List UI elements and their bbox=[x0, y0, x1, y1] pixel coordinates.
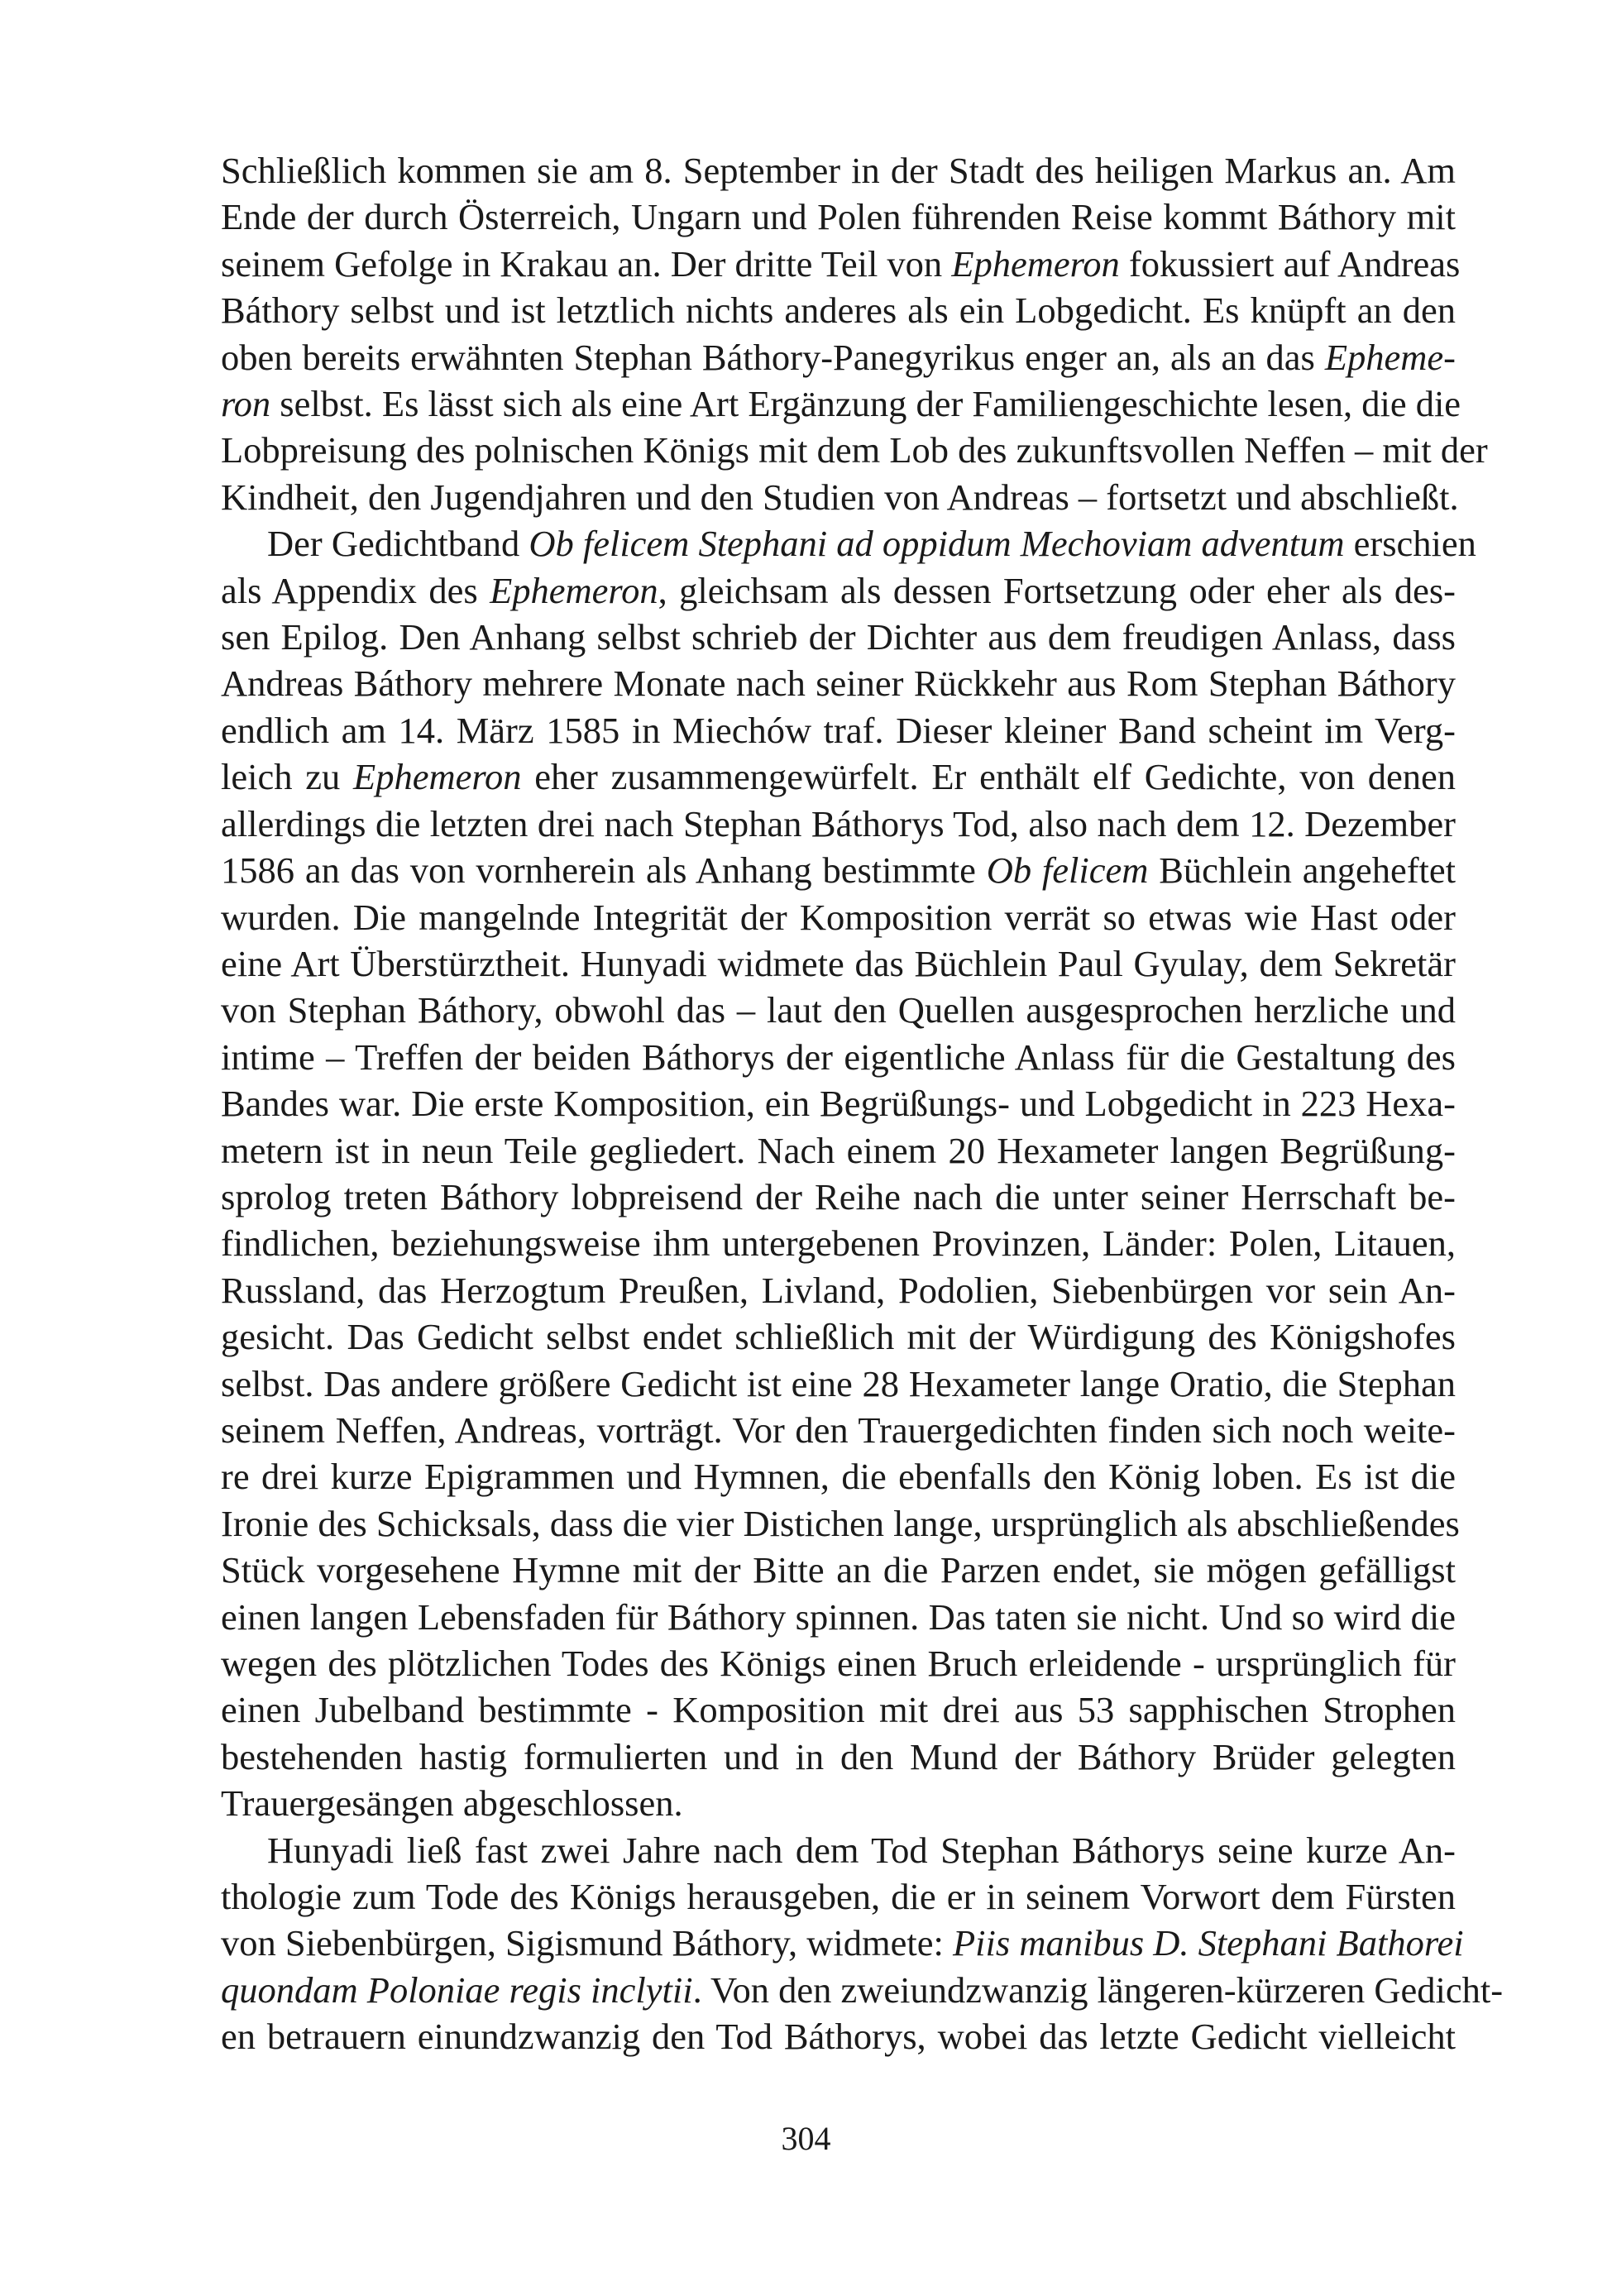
text-line: bestehenden hastig formulierten und in den Mund der Báthory Brüder gelegten bbox=[221, 1735, 1456, 1777]
text-line: quondam Poloniae regis inclytii. Von den zweiundzwanzig längeren-kürzeren Gedicht- bbox=[221, 1968, 1504, 2011]
text-line: re drei kurze Epigrammen und Hymnen, die ebenfalls den König loben. Es ist die bbox=[221, 1456, 1456, 1498]
italic-title: Ob felicem Stephani ad oppidum Mechoviam adventum bbox=[529, 523, 1345, 565]
text-line: einen langen Lebensfaden für Báthory spinnen. Das taten sie nicht. Und so wird die bbox=[221, 1595, 1456, 1638]
text-line: einen Jubelband bestimmte - Komposition mit drei aus 53 sapphischen Strophen bbox=[221, 1689, 1456, 1731]
text-line: metern ist in neun Teile gegliedert. Nach einem 20 Hexameter langen Begrüßung- bbox=[221, 1129, 1456, 1171]
text-line: en betrauern einundzwanzig den Tod Báthorys, wobei das letzte Gedicht vielleicht bbox=[221, 2016, 1456, 2058]
paragraph bbox=[221, 520, 1476, 1826]
text-line: wegen des plötzlichen Todes des Königs einen Bruch erleidende - ursprünglich für bbox=[221, 1643, 1456, 1684]
text-line: Schließlich kommen sie am 8. September in der Stadt des heiligen Markus an. Am bbox=[221, 150, 1456, 191]
italic-title: quondam Poloniae regis inclytii bbox=[221, 1968, 693, 2011]
text-line: als Appendix des Ephemeron, gleichsam als dessen Fortsetzung oder eher als des- bbox=[221, 569, 1456, 611]
text-line: findlichen, beziehungsweise ihm untergebenen Provinzen, Länder: Polen, Litauen, bbox=[221, 1222, 1456, 1265]
text-line: Lobpreisung des polnischen Königs mit dem Lob des zukunftsvollen Neffen – mit der bbox=[221, 429, 1488, 471]
text-line: wurden. Die mangelnde Integrität der Komposition verrät so etwas wie Hast oder bbox=[221, 896, 1456, 938]
text-line: seinem Neffen, Andreas, vorträgt. Vor den Trauergedichten finden sich noch weite- bbox=[221, 1409, 1456, 1451]
page-number: 304 bbox=[781, 2120, 831, 2157]
text-line: Ende der durch Österreich, Ungarn und Polen führenden Reise kommt Báthory mit bbox=[221, 196, 1456, 238]
text-line: Andreas Báthory mehrere Monate nach seiner Rückkehr aus Rom Stephan Báthory bbox=[221, 662, 1456, 705]
text-line: endlich am 14. März 1585 in Miechów traf. Dieser kleiner Band scheint im Verg- bbox=[221, 709, 1456, 751]
text-line: thologie zum Tode des Königs herausgeben, die er in seinem Vorwort dem Fürsten bbox=[221, 1876, 1456, 1918]
italic-title: Epheme- bbox=[1324, 336, 1456, 378]
text-line: Bandes war. Die erste Komposition, ein Begrüßungs- und Lobgedicht in 223 Hexa- bbox=[221, 1083, 1456, 1125]
text-line: allerdings die letzten drei nach Stephan Báthorys Tod, also nach dem 12. Dezember bbox=[221, 802, 1456, 844]
text-line: sen Epilog. Den Anhang selbst schrieb der Dichter aus dem freudigen Anlass, dass bbox=[221, 616, 1456, 658]
text-line: oben bereits erwähnten Stephan Báthory-Panegyrikus enger an, als an das Epheme- bbox=[221, 336, 1456, 378]
body-text bbox=[221, 147, 1504, 2060]
text-line: Russland, das Herzogtum Preußen, Livland, Podolien, Siebenbürgen vor sein An- bbox=[221, 1269, 1456, 1311]
text-line: intime – Treffen der beiden Báthorys der eigentliche Anlass für die Gestaltung des bbox=[221, 1036, 1456, 1078]
text-line: selbst. Das andere größere Gedicht ist eine 28 Hexameter lange Oratio, die Stephan bbox=[221, 1362, 1456, 1404]
italic-title: Ephemeron bbox=[490, 569, 658, 611]
text-line: Trauergesängen abgeschlossen. bbox=[221, 1782, 683, 1825]
italic-title: Piis manibus D. Stephani Bathorei bbox=[952, 1922, 1464, 1964]
text-line: Der Gedichtband Ob felicem Stephani ad oppidum Mechoviam adventum erschien bbox=[267, 523, 1476, 565]
text-line: sprolog treten Báthory lobpreisend der Reihe nach die unter seiner Herrschaft be- bbox=[221, 1175, 1456, 1217]
text-line: seinem Gefolge in Krakau an. Der dritte Teil von Ephemeron fokussiert auf Andreas bbox=[221, 242, 1461, 285]
italic-title: Ob felicem bbox=[986, 849, 1149, 892]
text-line: 1586 an das von vornherein als Anhang bestimmte Ob felicem Büchlein angeheftet bbox=[221, 849, 1457, 892]
text-line: Hunyadi ließ fast zwei Jahre nach dem Tod Stephan Báthorys seine kurze An- bbox=[267, 1829, 1456, 1871]
text-line: Báthory selbst und ist letztlich nichts anderes als ein Lobgedicht. Es knüpft an den bbox=[221, 289, 1456, 332]
text-line: von Siebenbürgen, Sigismund Báthory, widmete: Piis manibus D. Stephani Bathorei bbox=[221, 1922, 1464, 1964]
text-line: leich zu Ephemeron eher zusammengewürfelt. Er enthält elf Gedichte, von denen bbox=[221, 756, 1456, 798]
text-line: gesicht. Das Gedicht selbst endet schließlich mit der Würdigung des Königshofes bbox=[221, 1316, 1456, 1358]
text-line: Ironie des Schicksals, dass die vier Distichen lange, ursprünglich als abschließendes bbox=[221, 1502, 1460, 1544]
italic-title: ron bbox=[221, 383, 271, 425]
italic-title: Ephemeron bbox=[353, 756, 522, 798]
text-line: Stück vorgesehene Hymne mit der Bitte an die Parzen endet, sie mögen gefälligst bbox=[221, 1549, 1456, 1591]
paragraph bbox=[221, 147, 1488, 520]
text-line: Kindheit, den Jugendjahren und den Studien von Andreas – fortsetzt und abschließt. bbox=[221, 476, 1459, 518]
italic-title: Ephemeron bbox=[951, 242, 1120, 285]
text-line: eine Art Überstürztheit. Hunyadi widmete das Büchlein Paul Gyulay, dem Sekretär bbox=[221, 942, 1456, 984]
paragraph bbox=[221, 1827, 1504, 2060]
text-line: von Stephan Báthory, obwohl das – laut den Quellen ausgesprochen herzliche und bbox=[221, 989, 1456, 1031]
text-line: ron selbst. Es lässt sich als eine Art Ergänzung der Familiengeschichte lesen, die die bbox=[221, 383, 1461, 425]
